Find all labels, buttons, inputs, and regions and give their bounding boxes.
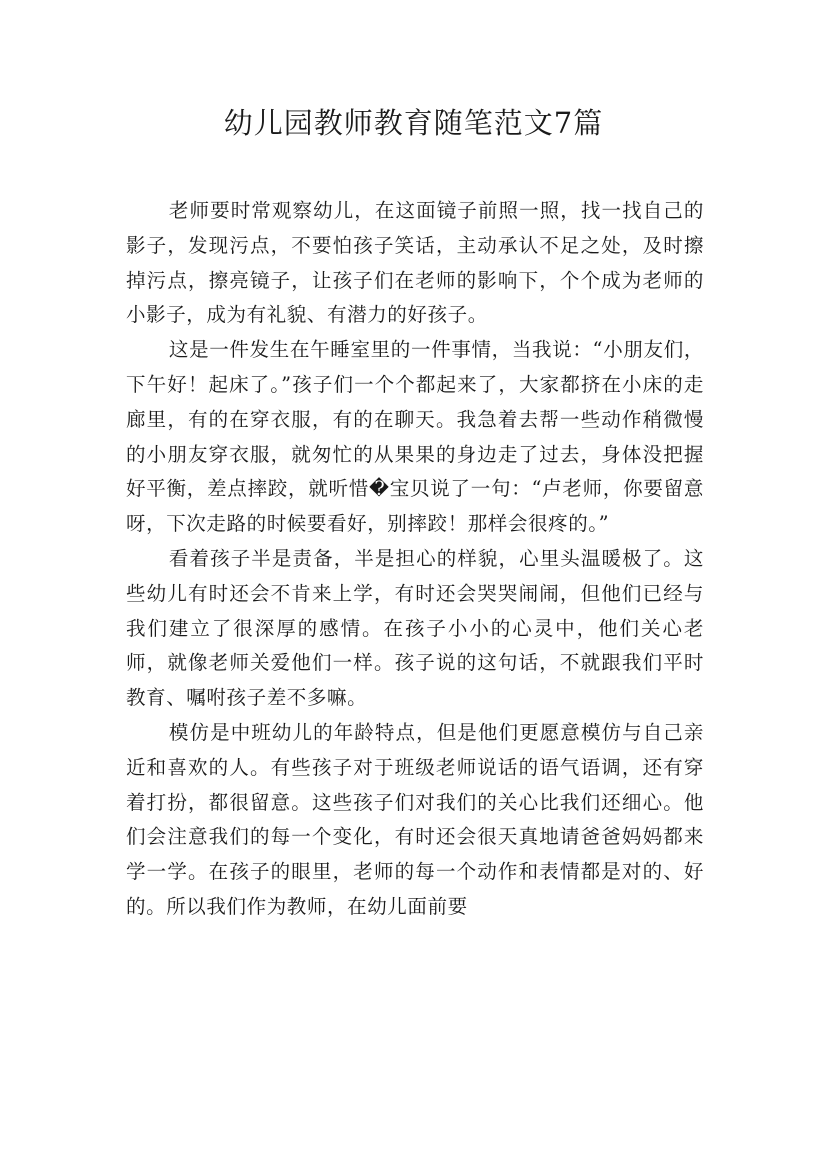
paragraph: 老师要时常观察幼儿，在这面镜子前照一照，找一找自己的影子，发现污点，不要怕孩子笑话，主动承认不足之处，及时擦掉污点，擦亮镜子，让孩子们在老师的影响下，个个成为老师的小影子，成为有礼貌、有潜力的好孩子。 bbox=[126, 199, 704, 327]
paragraph: 这是一件发生在午睡室里的一件事情，当我说：“小朋友们，下午好！起床了。”孩子们一个个都起来了，大家都挤在小床的走廊里，有的在穿衣服，有的在聊天。我急着去帮一些动作稍微慢的小朋友穿衣服，就匆忙的从果果的身边走了过去，身体没把握好平衡，差点摔跤，就听惜�宝贝说了一句：“卢老师，你要留意呀，下次走路的时候要看好，别摔跤！那样会很疼的。” bbox=[126, 338, 704, 536]
document-body bbox=[126, 194, 704, 925]
paragraph: 模仿是中班幼儿的年龄特点，但是他们更愿意模仿与自己亲近和喜欢的人。有些孩子对于班级老师说话的语气语调，还有穿着打扮，都很留意。这些孩子们对我们的关心比我们还细心。他们会注意我们的每一个变化，有时还会很天真地请爸爸妈妈都来学一学。在孩子的眼里，老师的每一个动作和表情都是对的、好的。所以我们作为教师，在幼儿面前要 bbox=[126, 720, 704, 918]
paragraph: 看着孩子半是责备，半是担心的样貌，心里头温暖极了。这些幼儿有时还会不肯来上学，有时还会哭哭闹闹，但他们已经与我们建立了很深厚的感情。在孩子小小的心灵中，他们关心老师，就像老师关爱他们一样。孩子说的这句话，不就跟我们平时教育、嘱咐孩子差不多嘛。 bbox=[126, 546, 704, 710]
document-title: 幼儿园教师教育随笔范文7篇 bbox=[223, 106, 604, 140]
